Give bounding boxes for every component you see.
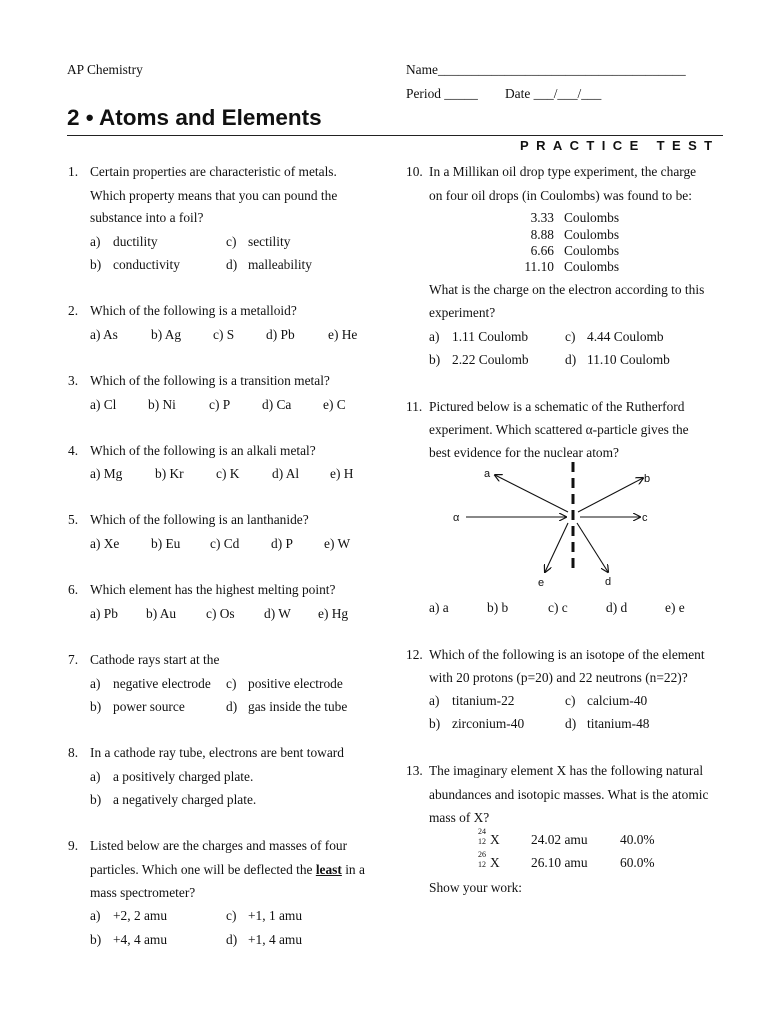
isotope-1 <box>478 827 508 849</box>
rutherford-diagram <box>440 460 680 590</box>
label-a: a <box>484 468 491 480</box>
option-text: +1, 1 amu <box>248 908 303 923</box>
option: b) Ni <box>148 397 176 412</box>
question-number: 12. <box>406 647 423 662</box>
option-text: +1, 4 amu <box>248 932 303 947</box>
question-number: 2. <box>68 303 79 318</box>
label-e: e <box>538 577 545 589</box>
charge-unit: Coulombs <box>564 227 620 242</box>
option-letter: a) <box>90 769 101 784</box>
option-text: 2.22 Coulomb <box>452 352 529 367</box>
question-number: 4. <box>68 443 79 458</box>
mass-number: 24 <box>478 827 486 836</box>
label-alpha: α <box>453 512 460 524</box>
option-letter: a) <box>90 908 101 923</box>
option-letter: d) <box>565 352 577 367</box>
question-text: Which of the following is a metalloid? <box>90 303 297 318</box>
question-text <box>90 862 365 878</box>
option-text: 1.11 Coulomb <box>452 329 529 344</box>
option-letter: c) <box>226 676 237 691</box>
scatter-arrow-e <box>545 523 568 572</box>
option: e) Hg <box>318 606 349 621</box>
charge-value: 11.10 <box>524 259 554 274</box>
label-b: b <box>644 473 651 485</box>
option: c) P <box>209 397 231 412</box>
question-text-part: in a <box>341 862 365 877</box>
option: b) b <box>487 600 509 615</box>
element-symbol: X <box>490 832 500 847</box>
question-number: 8. <box>68 745 79 760</box>
title-divider <box>67 135 723 136</box>
option: d) Ca <box>262 397 292 412</box>
option-letter: a) <box>429 329 440 344</box>
charge-value: 3.33 <box>530 210 554 225</box>
charge-unit: Coulombs <box>564 210 620 225</box>
option-letter: b) <box>429 716 441 731</box>
option: a) Cl <box>90 397 117 412</box>
option-letter: b) <box>429 352 441 367</box>
date-field[interactable]: Date ___/___/___ <box>505 86 602 101</box>
element-symbol: X <box>490 855 500 870</box>
option: a) Pb <box>90 606 118 621</box>
isotope-2 <box>478 850 508 872</box>
label-d: d <box>605 576 612 588</box>
option-text: a negatively charged plate. <box>113 792 257 807</box>
question-text: substance into a foil? <box>90 210 204 225</box>
isotope-abundance: 60.0% <box>620 855 655 870</box>
question-text: Which element has the highest melting point? <box>90 582 336 597</box>
isotope-mass: 26.10 amu <box>531 855 588 870</box>
question-text: Listed below are the charges and masses of four <box>90 838 348 853</box>
question-text-part: particles. Which one will be deflected the <box>90 862 316 877</box>
atomic-number: 12 <box>478 860 486 869</box>
name-field[interactable]: Name_____________________________________ <box>406 62 686 77</box>
question-text: experiment? <box>429 305 496 320</box>
option: c) Cd <box>210 536 240 551</box>
option-letter: a) <box>90 234 101 249</box>
charge-unit: Coulombs <box>564 243 620 258</box>
question-text: on four oil drops (in Coulombs) was found to be: <box>429 188 692 203</box>
option-letter: b) <box>90 699 102 714</box>
option: d) W <box>264 606 291 621</box>
option-text: conductivity <box>113 257 180 272</box>
question-text: Which of the following is an alkali metal? <box>90 443 316 458</box>
question-number: 5. <box>68 512 79 527</box>
question-number: 3. <box>68 373 79 388</box>
option-text: titanium-22 <box>452 693 515 708</box>
page-title: 2 • Atoms and Elements <box>67 105 322 130</box>
emphasis-least: least <box>315 862 342 877</box>
option: a) Mg <box>90 466 123 481</box>
option: e) e <box>665 600 685 615</box>
question-number: 11. <box>406 399 423 414</box>
question-text: In a Millikan oil drop type experiment, the charge <box>429 164 697 179</box>
option-letter: c) <box>565 693 576 708</box>
question-text: mass spectrometer? <box>90 885 196 900</box>
question-text: The imaginary element X has the following natural <box>429 763 704 778</box>
option-text: 11.10 Coulomb <box>587 352 670 367</box>
question-text: What is the charge on the electron according to this <box>429 282 705 297</box>
isotope-mass: 24.02 amu <box>531 832 588 847</box>
option-letter: b) <box>90 932 102 947</box>
mass-number: 26 <box>478 850 486 859</box>
period-field[interactable]: Period _____ <box>406 86 478 101</box>
show-work-label: Show your work: <box>429 880 522 895</box>
option: b) Au <box>146 606 177 621</box>
option-letter: d) <box>226 257 238 272</box>
question-text: mass of X? <box>429 810 490 825</box>
option-text: ductility <box>113 234 158 249</box>
question-text: Certain properties are characteristic of metals. <box>90 164 337 179</box>
question-text: experiment. Which scattered α-particle gives the <box>429 422 689 437</box>
charge-value: 8.88 <box>530 227 554 242</box>
option: c) K <box>216 466 240 481</box>
question-text: Which of the following is a transition metal? <box>90 373 330 388</box>
option-letter: b) <box>90 792 102 807</box>
option: e) He <box>328 327 358 342</box>
option-text: malleability <box>248 257 312 272</box>
option-text: positive electrode <box>248 676 343 691</box>
option-text: +2, 2 amu <box>113 908 168 923</box>
option: d) P <box>271 536 293 551</box>
option: a) a <box>429 600 449 615</box>
option-letter: a) <box>90 676 101 691</box>
option: e) W <box>324 536 351 551</box>
option-letter: d) <box>226 699 238 714</box>
option-text: zirconium-40 <box>452 716 525 731</box>
option: b) Kr <box>155 466 184 481</box>
option: d) Pb <box>266 327 295 342</box>
practice-test-label: PRACTICE TEST <box>520 138 720 153</box>
scatter-arrow-a <box>495 475 568 512</box>
question-number: 13. <box>406 763 423 778</box>
question-text: In a cathode ray tube, electrons are bent toward <box>90 745 344 760</box>
option: d) Al <box>272 466 300 481</box>
option-text: power source <box>113 699 185 714</box>
question-number: 6. <box>68 582 79 597</box>
scatter-arrow-b <box>578 478 643 512</box>
option-text: titanium-48 <box>587 716 650 731</box>
label-c: c <box>642 512 648 524</box>
option-text: calcium-40 <box>587 693 648 708</box>
option: e) C <box>323 397 346 412</box>
option-text: a positively charged plate. <box>113 769 254 784</box>
course-name: AP Chemistry <box>67 62 143 77</box>
option: e) H <box>330 466 354 481</box>
isotope-abundance: 40.0% <box>620 832 655 847</box>
charge-unit: Coulombs <box>564 259 620 274</box>
option: a) Xe <box>90 536 120 551</box>
option-text: 4.44 Coulomb <box>587 329 664 344</box>
option-letter: d) <box>226 932 238 947</box>
question-number: 9. <box>68 838 79 853</box>
option-letter: a) <box>429 693 440 708</box>
option: b) Ag <box>151 327 182 342</box>
atomic-number: 12 <box>478 837 486 846</box>
question-text: Which of the following is an lanthanide? <box>90 512 309 527</box>
option-text: sectility <box>248 234 291 249</box>
option: c) S <box>213 327 235 342</box>
question-text: Which property means that you can pound the <box>90 188 338 203</box>
question-number: 7. <box>68 652 79 667</box>
question-number: 10. <box>406 164 423 179</box>
option-letter: b) <box>90 257 102 272</box>
option-letter: d) <box>565 716 577 731</box>
question-text: Which of the following is an isotope of the element <box>429 647 705 662</box>
option: b) Eu <box>151 536 181 551</box>
option-letter: c) <box>565 329 576 344</box>
option: a) As <box>90 327 118 342</box>
option-letter: c) <box>226 234 237 249</box>
option: c) Os <box>206 606 235 621</box>
question-text: Pictured below is a schematic of the Rutherford <box>429 399 685 414</box>
scatter-arrow-d <box>577 523 608 572</box>
option-text: +4, 4 amu <box>113 932 168 947</box>
option: d) d <box>606 600 628 615</box>
question-number: 1. <box>68 164 79 179</box>
charge-value: 6.66 <box>530 243 554 258</box>
option-text: negative electrode <box>113 676 211 691</box>
question-text: with 20 protons (p=20) and 22 neutrons (n=22)? <box>429 670 688 685</box>
question-text: best evidence for the nuclear atom? <box>429 445 619 460</box>
option: c) c <box>548 600 568 615</box>
option-text: gas inside the tube <box>248 699 348 714</box>
option-letter: c) <box>226 908 237 923</box>
question-text: Cathode rays start at the <box>90 652 220 667</box>
question-text: abundances and isotopic masses. What is the atomic <box>429 787 709 802</box>
